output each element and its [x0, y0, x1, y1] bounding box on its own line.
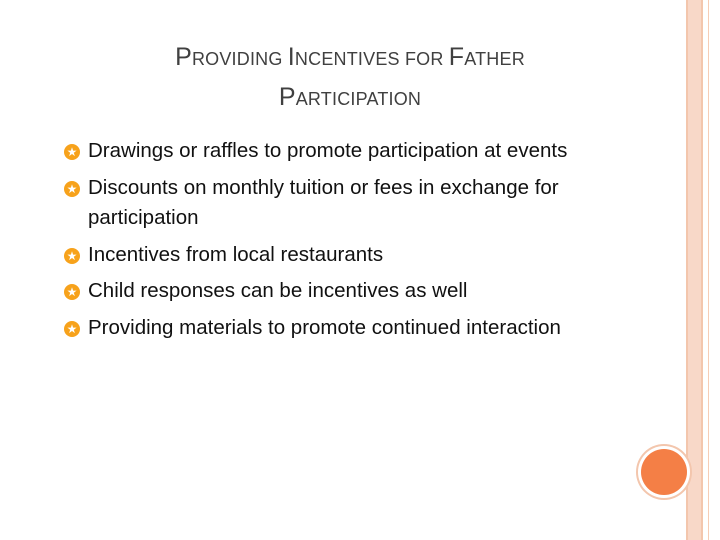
bullet-item [64, 136, 664, 167]
title-cap-3: F [448, 43, 465, 71]
bullet-text: Incentives from local restaurants [88, 242, 384, 266]
bullet-text: Providing materials to promote continued interaction [88, 315, 561, 339]
accent-circle [641, 449, 687, 495]
bullet-item [64, 240, 664, 271]
bullet-text: Child responses can be incentives as well [88, 279, 468, 302]
title-rest-3: ATHER [464, 49, 525, 69]
border-line-outer [708, 0, 709, 540]
gear-star-bullet-icon [64, 321, 80, 337]
title-line-2 [70, 78, 630, 118]
border-line-right [701, 0, 703, 540]
gear-star-bullet-icon [64, 248, 80, 264]
title-cap-2: I [287, 43, 295, 71]
bullet-text: Discounts on monthly tuition or fees in exchange for participation [88, 175, 559, 229]
title-rest-1: ROVIDING [191, 49, 288, 69]
gear-star-bullet-icon [64, 181, 80, 197]
title-rest-4: ARTICIPATION [295, 89, 422, 109]
bullet-item [64, 313, 664, 344]
slide-title [70, 38, 630, 118]
title-rest-2: NCENTIVES FOR [294, 49, 449, 69]
border-band [688, 0, 701, 540]
gear-star-bullet-icon [64, 144, 80, 160]
bullet-list [64, 136, 664, 349]
title-cap-1: P [175, 43, 192, 71]
gear-star-bullet-icon [64, 284, 80, 300]
bullet-item [64, 276, 664, 307]
title-cap-4: P [278, 83, 296, 111]
bullet-text: Drawings or raffles to promote participation at events [88, 139, 568, 162]
bullet-item [64, 173, 664, 234]
title-line-1 [70, 38, 630, 78]
